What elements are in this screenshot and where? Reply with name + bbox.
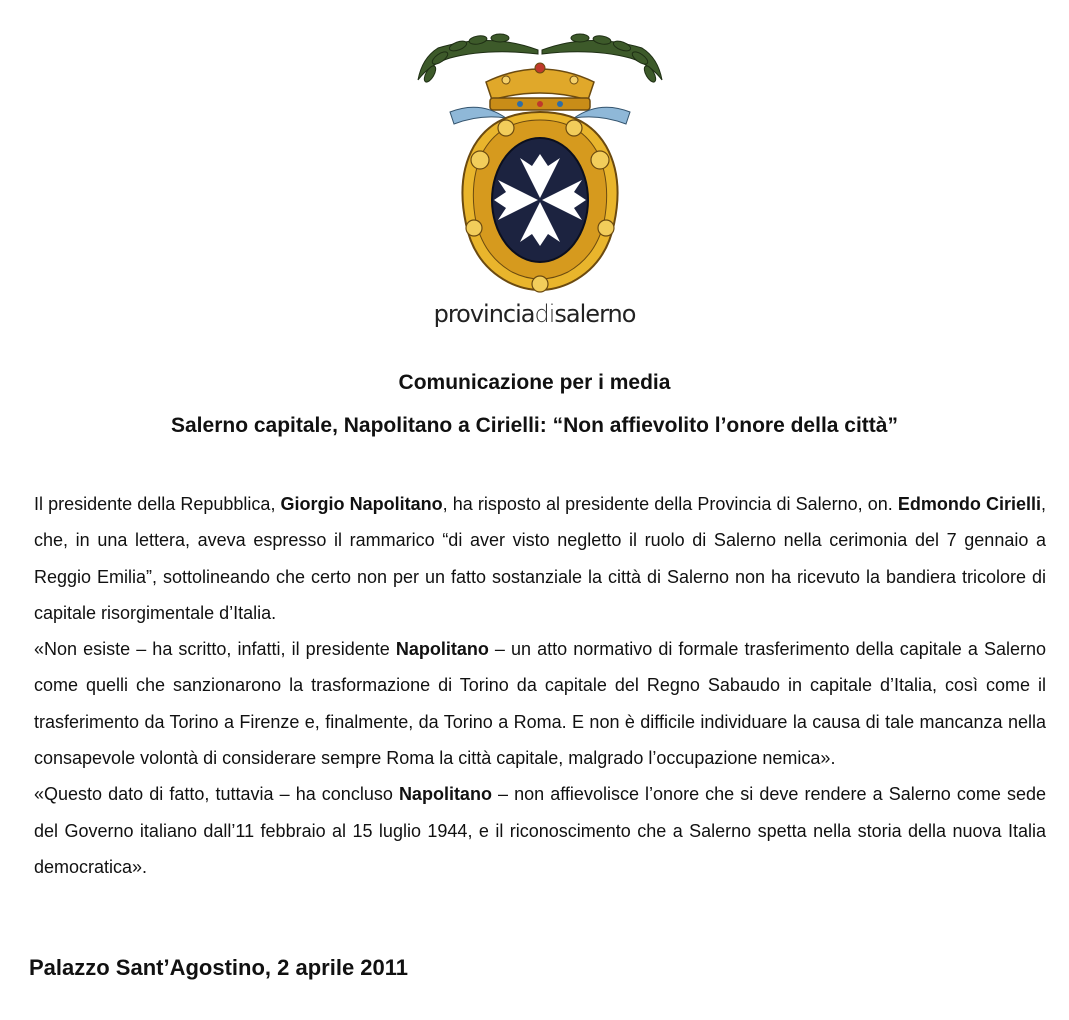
p1-name-napolitano: Giorgio Napolitano	[280, 494, 443, 514]
logo-wordmark	[0, 300, 1069, 328]
p3-text-2: – non affievolisce l’onore che si deve rendere a Salerno come sede del Governo italiano dall’11 febbraio al 15 luglio 1944, e il riconoscimento che a Salerno spetta nella storia della nuova Italia democratica».	[34, 784, 1046, 877]
paragraph-2	[34, 631, 1046, 776]
logo-brand-di: di	[534, 300, 555, 328]
p1-text-1: Il presidente della Repubblica,	[34, 494, 281, 514]
paragraph-1	[34, 486, 1046, 631]
p2-name-napolitano: Napolitano	[395, 639, 489, 660]
logo-brand-main: provincia	[433, 300, 535, 328]
paragraph-3	[34, 776, 1046, 885]
press-release-title: Salerno capitale, Napolitano a Cirielli: “Non affievolito l’onore della città”	[171, 414, 898, 437]
press-release-body	[34, 486, 1046, 885]
p3-name-napolitano: Napolitano	[398, 784, 492, 805]
p1-name-cirielli: Edmondo Cirielli	[897, 494, 1041, 514]
provincia-salerno-crest	[410, 28, 670, 300]
place-and-date: Palazzo Sant’Agostino, 2 aprile 2011	[29, 955, 409, 980]
p3-text-1: «Questo dato di fatto, tuttavia – ha concluso	[34, 784, 399, 805]
p2-text-2: – un atto normativo di formale trasferimento della capitale a Salerno come quelli che sanzionarono la trasformazione di Torino da capitale del Regno Sabaudo in capitale d’Italia, così come il trasferimento da Torino a Firenze e, finalmente, da Torino a Roma. E non è difficile individuare la causa di tale mancanza nella consapevole volontà di considerare sempre Roma la città capitale, malgrado l’occupazione nemica».	[34, 639, 1046, 769]
p1-text-3: , che, in una lettera, aveva espresso il rammarico “di aver visto negletto il ruolo di Salerno nella cerimonia del 7 gennaio a Reggio Emilia”, sottolineando che certo non per un fatto sostanziale la città di Salerno non ha ricevuto la bandiera tricolore di capitale risorgimentale d’Italia.	[34, 494, 1046, 623]
logo-brand-end: salerno	[554, 300, 636, 328]
press-release-kicker: Comunicazione per i media	[398, 371, 671, 394]
p2-text-1: «Non esiste – ha scritto, infatti, il presidente	[34, 639, 396, 660]
p1-text-2: , ha risposto al presidente della Provincia di Salerno, on.	[442, 494, 898, 514]
